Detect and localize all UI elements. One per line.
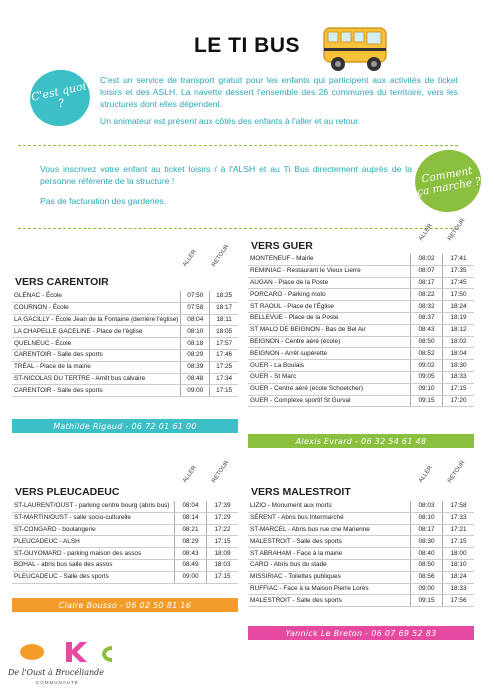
table-row xyxy=(248,289,474,301)
retour-time: 17:45 xyxy=(443,277,475,289)
aller-time: 09:10 xyxy=(411,383,443,395)
aller-time: 07:50 xyxy=(181,291,210,302)
how-paragraph-1: Vous inscrivez votre enfant au ticket loisirs / à l'ALSH et au Ti Bus directement auprès de la personne référente de la structure ! xyxy=(40,164,412,186)
stop-name: MALESTROIT - Salle des sports xyxy=(248,595,411,607)
route-title: VERS GUER xyxy=(251,240,313,252)
timetable xyxy=(248,254,474,407)
aller-time: 09:15 xyxy=(411,395,443,407)
stop-name: BEIGNON - Arrêt supérette xyxy=(248,348,411,360)
aller-time: 08:49 xyxy=(175,559,207,571)
stop-name: PLEUCADEUC - ALSH xyxy=(12,536,175,548)
retour-time: 17:46 xyxy=(210,349,238,361)
retour-time: 17:34 xyxy=(210,373,238,385)
stop-name: CARENTOIR - Salle des sports xyxy=(12,349,181,361)
retour-time: 17:20 xyxy=(443,395,475,407)
contact-text: Yannick Le Breton - 06 07 69 52 83 xyxy=(285,628,437,638)
col-aller-label: ALLER xyxy=(182,248,198,268)
table-row xyxy=(12,571,238,583)
logo-subtitle: COMMUNAUTÉ xyxy=(36,680,79,685)
col-retour-label: RETOUR xyxy=(447,217,467,242)
table-row xyxy=(248,395,474,407)
retour-time: 17:15 xyxy=(207,536,239,548)
stop-name: CARO - Abris bus du stade xyxy=(248,559,411,571)
logo-name: De l'Oust à Brocéliande xyxy=(8,668,104,677)
contact-bar-carentoir xyxy=(12,419,238,433)
stop-name: TRÉAL - Place de la mairie xyxy=(12,361,181,373)
intro-text xyxy=(100,74,458,132)
table-row xyxy=(248,571,474,583)
aller-time: 08:30 xyxy=(411,536,443,548)
school-bus-illustration xyxy=(318,20,394,76)
col-aller-label: ALLER xyxy=(418,464,434,484)
table-row xyxy=(12,536,238,548)
retour-time: 18:19 xyxy=(443,312,475,324)
stop-name: ST-NICOLAS DU TERTRE - Arrêt bus calvaire xyxy=(12,373,181,385)
table-row xyxy=(12,338,238,350)
stop-name: PLEUCADEUC - Salle des sports xyxy=(12,571,175,583)
aller-time: 08:48 xyxy=(181,373,210,385)
retour-time: 17:35 xyxy=(443,265,475,277)
timetable xyxy=(12,501,238,584)
stop-name: COURNON - École xyxy=(12,302,181,314)
route-title: VERS CARENTOIR xyxy=(15,276,109,288)
table-row xyxy=(12,501,238,512)
table-row xyxy=(248,524,474,536)
retour-time: 18:10 xyxy=(443,559,475,571)
cest-quoi-bubble: C'est quoi ? xyxy=(25,64,95,131)
stop-name: QUELNEUC - École xyxy=(12,338,181,350)
retour-time: 17:15 xyxy=(443,536,475,548)
contact-bar-pleucadeuc xyxy=(12,598,238,612)
stop-name: LA GACILLY - École Jean de la Fontaine (derrière l'église) xyxy=(12,314,181,326)
table-row xyxy=(12,349,238,361)
intro-paragraph-1: C'est un service de transport gratuit pour les enfants qui participent aux activités de ticket loisirs et des ASLH. La navette dessert l'ensemble des 26 communes du territoire, vers les structures dont elles dépendent. xyxy=(100,75,458,109)
table-row xyxy=(12,559,238,571)
table-row xyxy=(248,265,474,277)
aller-time: 09:15 xyxy=(411,595,443,607)
timetable xyxy=(12,291,238,397)
table-row xyxy=(248,312,474,324)
table-row xyxy=(12,314,238,326)
stop-name: MISSIRIAC - Toilettes publiques xyxy=(248,571,411,583)
contact-text: Alexis Evrard - 06 32 54 61 48 xyxy=(295,436,427,446)
aller-time: 09:00 xyxy=(411,583,443,595)
aller-time: 08:43 xyxy=(411,324,443,336)
retour-time: 18:00 xyxy=(443,548,475,560)
table-row xyxy=(248,583,474,595)
table-row xyxy=(12,385,238,397)
stop-name: ST-MARCEL - Abris bus rue cne Marienne xyxy=(248,524,411,536)
aller-time: 08:43 xyxy=(175,548,207,560)
route-title: VERS MALESTROIT xyxy=(251,486,351,498)
aller-time: 08:04 xyxy=(175,501,207,512)
aller-time: 08:37 xyxy=(411,312,443,324)
aller-time: 08:04 xyxy=(181,314,210,326)
retour-time: 17:21 xyxy=(443,524,475,536)
aller-time: 08:52 xyxy=(411,348,443,360)
contact-text: Claire Bousso - 06 02 50 81 16 xyxy=(58,600,192,610)
table-row xyxy=(12,548,238,560)
aller-time: 09:05 xyxy=(411,371,443,383)
stop-name: LIZIO - Monument aux morts xyxy=(248,501,411,512)
aller-time: 08:56 xyxy=(411,571,443,583)
aller-time: 08:22 xyxy=(411,289,443,301)
aller-time: 08:17 xyxy=(411,524,443,536)
aller-time: 09:00 xyxy=(175,571,207,583)
aller-time: 08:02 xyxy=(411,254,443,265)
aller-time: 08:29 xyxy=(181,349,210,361)
retour-time: 18:24 xyxy=(443,571,475,583)
table-row xyxy=(248,595,474,607)
table-row xyxy=(248,559,474,571)
aller-time: 09:02 xyxy=(411,360,443,372)
table-row xyxy=(12,302,238,314)
contact-bar-malestroit xyxy=(248,626,474,640)
aller-time: 08:50 xyxy=(411,336,443,348)
aller-time: 09:00 xyxy=(181,385,210,397)
retour-time: 17:39 xyxy=(207,501,239,512)
intro-paragraph-2: Un animateur est présent aux côtés des enfants à l'aller et au retour. xyxy=(100,116,361,126)
aller-time: 08:10 xyxy=(181,326,210,338)
table-row xyxy=(248,536,474,548)
table-row xyxy=(248,348,474,360)
stop-name: GLÉNAC - École xyxy=(12,291,181,302)
stop-name: AUGAN - Place de la Poste xyxy=(248,277,411,289)
how-paragraph-2: Pas de facturation des garderies. xyxy=(40,196,167,206)
retour-time: 17:15 xyxy=(443,383,475,395)
aller-time: 08:39 xyxy=(181,361,210,373)
retour-time: 18:04 xyxy=(443,348,475,360)
stop-name: GUER - La Boulais xyxy=(248,360,411,372)
retour-time: 17:29 xyxy=(207,512,239,524)
retour-time: 18:09 xyxy=(207,548,239,560)
stop-name: ST RAOUL - Place de l'Église xyxy=(248,301,411,313)
route-malestroit xyxy=(248,459,474,607)
table-row xyxy=(12,373,238,385)
stop-name: GUER - St Marc xyxy=(248,371,411,383)
table-row xyxy=(12,524,238,536)
table-row xyxy=(248,512,474,524)
aller-time: 08:21 xyxy=(175,524,207,536)
table-row xyxy=(248,548,474,560)
stop-name: BELLEVUE - Place de la Poste xyxy=(248,312,411,324)
aller-time: 08:40 xyxy=(411,548,443,560)
stop-name: LA CHAPELLE GACELINE - Place de l'église xyxy=(12,326,181,338)
table-row xyxy=(248,371,474,383)
retour-time: 17:25 xyxy=(210,361,238,373)
retour-time: 17:33 xyxy=(443,512,475,524)
col-retour-label: RETOUR xyxy=(447,459,467,484)
table-row xyxy=(248,336,474,348)
stop-name: RUFFIAC - Face à la Maison Pierre Lorès xyxy=(248,583,411,595)
logo-shapes xyxy=(16,638,146,668)
stop-name: GUER - Complexe sportif St Gurval xyxy=(248,395,411,407)
retour-time: 17:15 xyxy=(207,571,239,583)
stop-name: ST MALO DE BEIGNON - Bas de Bel Air xyxy=(248,324,411,336)
aller-time: 08:17 xyxy=(411,277,443,289)
route-guer xyxy=(248,217,474,407)
col-aller-label: ALLER xyxy=(418,222,434,242)
table-row xyxy=(248,501,474,512)
table-row xyxy=(248,254,474,265)
retour-time: 18:03 xyxy=(207,559,239,571)
table-row xyxy=(12,291,238,302)
aller-time: 08:50 xyxy=(411,559,443,571)
retour-time: 18:12 xyxy=(443,324,475,336)
retour-time: 18:17 xyxy=(210,302,238,314)
aller-time: 08:03 xyxy=(411,501,443,512)
aller-time: 08:32 xyxy=(411,301,443,313)
table-row xyxy=(248,383,474,395)
aller-time: 08:29 xyxy=(175,536,207,548)
retour-time: 17:56 xyxy=(443,595,475,607)
table-row xyxy=(12,361,238,373)
retour-time: 17:41 xyxy=(443,254,475,265)
stop-name: REMINIAC - Restaurant le Vieux Lierre xyxy=(248,265,411,277)
how-it-works-text xyxy=(40,163,412,215)
col-retour-label: RETOUR xyxy=(211,243,231,268)
divider-dashed xyxy=(18,145,458,146)
retour-time: 18:11 xyxy=(210,314,238,326)
table-row xyxy=(12,512,238,524)
stop-name: ST ABRAHAM - Face à la mairie xyxy=(248,548,411,560)
retour-time: 18:30 xyxy=(443,360,475,372)
retour-time: 17:57 xyxy=(210,338,238,350)
page-title: LE TI BUS xyxy=(193,34,300,57)
stop-name: ST-CONGARD - boulangerie xyxy=(12,524,175,536)
table-row xyxy=(248,301,474,313)
retour-time: 17:15 xyxy=(210,385,238,397)
retour-time: 18:33 xyxy=(443,583,475,595)
stop-name: PORCARO - Parking moto xyxy=(248,289,411,301)
stop-name: BEIGNON - Centre aéré (école) xyxy=(248,336,411,348)
table-row xyxy=(248,277,474,289)
stop-name: ST-GUYOMARD - parking maison des assos xyxy=(12,548,175,560)
stop-name: GUER - Centre aéré (école Schoelcher) xyxy=(248,383,411,395)
contact-text: Mathilde Rigaud - 06 72 01 61 00 xyxy=(53,421,197,431)
retour-time: 17:50 xyxy=(443,289,475,301)
stop-name: ST-LAURENT/OUST - parking centre bourg (abris bus) xyxy=(12,501,175,512)
aller-time: 08:14 xyxy=(175,512,207,524)
retour-time: 17:58 xyxy=(443,501,475,512)
aller-time: 08:10 xyxy=(411,512,443,524)
stop-name: ST-MARTIN/OUST - salle socio-culturelle xyxy=(12,512,175,524)
retour-time: 18:05 xyxy=(210,326,238,338)
table-row xyxy=(248,360,474,372)
contact-bar-guer xyxy=(248,434,474,448)
stop-name: BOHAL - abris bus salle des assos xyxy=(12,559,175,571)
divider-dashed xyxy=(18,228,458,229)
route-title: VERS PLEUCADEUC xyxy=(15,486,120,498)
comment-ca-marche-bubble: Comment ça marche ? xyxy=(410,145,486,218)
timetable xyxy=(248,501,474,607)
table-row xyxy=(12,326,238,338)
col-retour-label: RETOUR xyxy=(211,459,231,484)
stop-name: MALESTROIT - Salle des sports xyxy=(248,536,411,548)
route-carentoir xyxy=(12,243,238,397)
retour-time: 18:25 xyxy=(210,291,238,302)
aller-time: 08:07 xyxy=(411,265,443,277)
retour-time: 18:24 xyxy=(443,301,475,313)
route-pleucadeuc xyxy=(12,459,238,584)
retour-time: 17:22 xyxy=(207,524,239,536)
stop-name: MONTENEUF - Mairie xyxy=(248,254,411,265)
retour-time: 18:02 xyxy=(443,336,475,348)
stop-name: SÉRENT - Abris bus Intermarché xyxy=(248,512,411,524)
table-row xyxy=(248,324,474,336)
stop-name: CARENTOIR - Salle des sports xyxy=(12,385,181,397)
aller-time: 07:58 xyxy=(181,302,210,314)
aller-time: 08:18 xyxy=(181,338,210,350)
col-aller-label: ALLER xyxy=(182,464,198,484)
retour-time: 18:33 xyxy=(443,371,475,383)
